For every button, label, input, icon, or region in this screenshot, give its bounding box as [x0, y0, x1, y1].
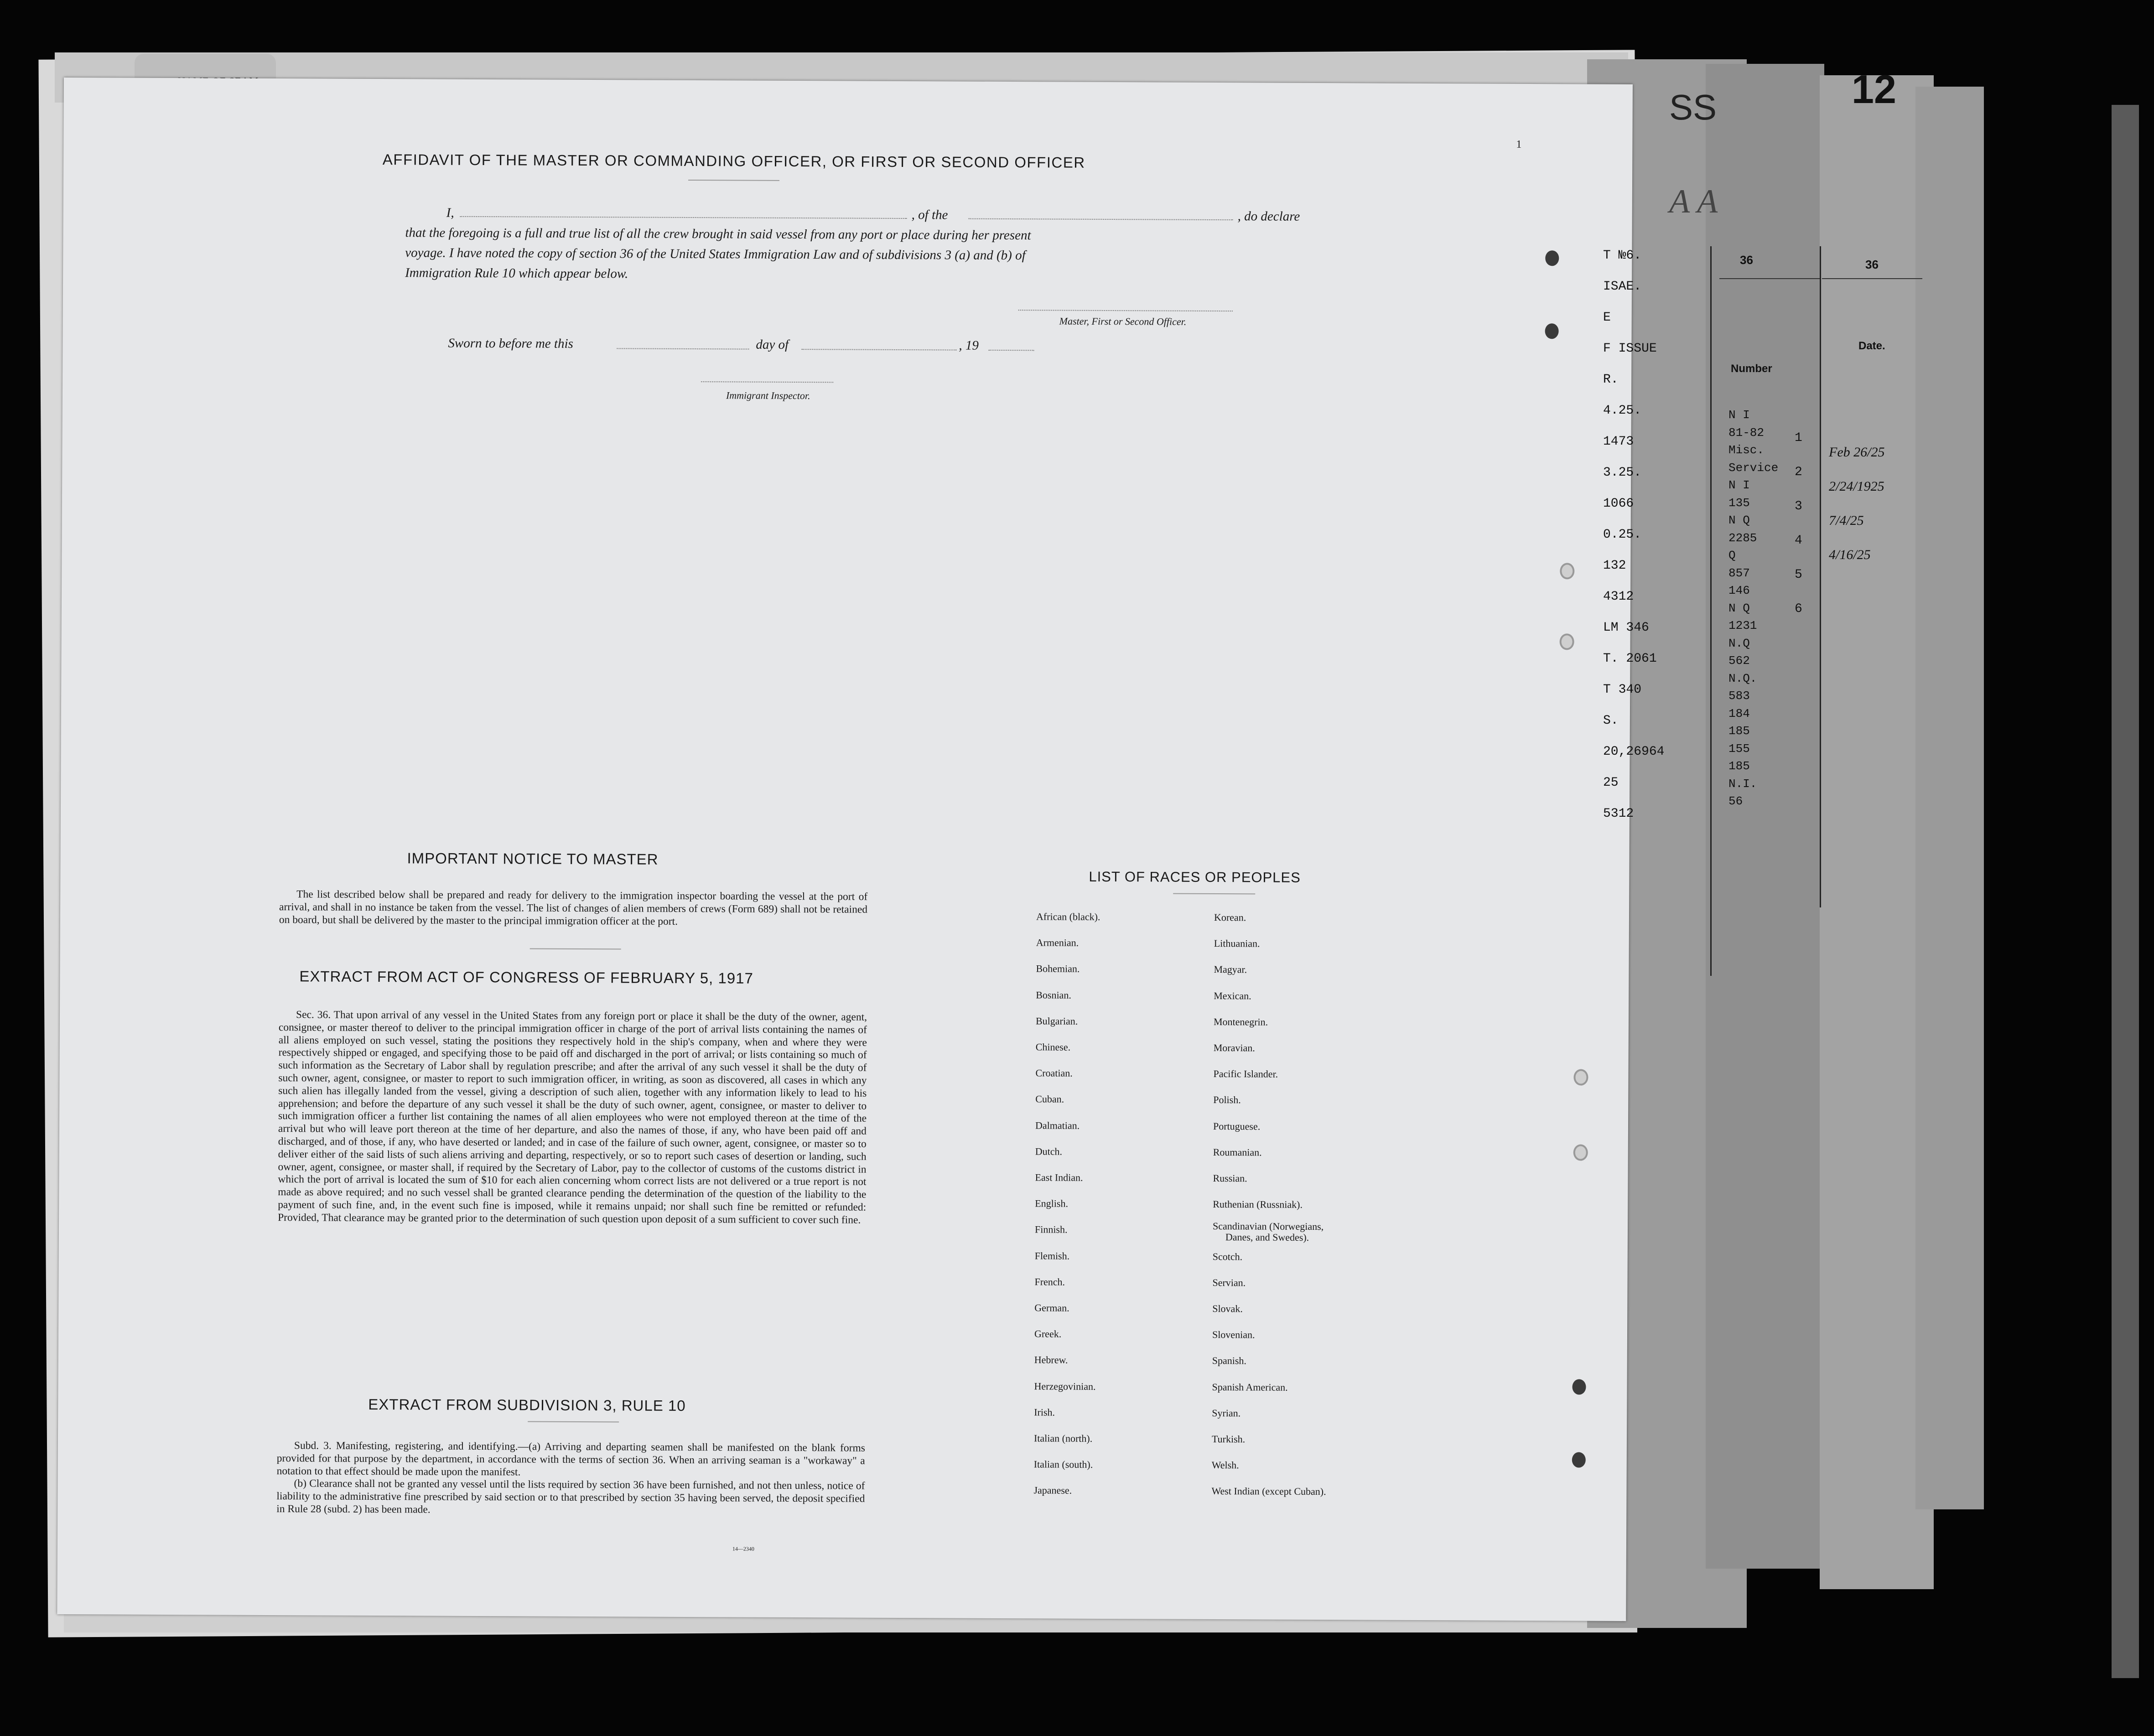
ledger-row-number: 4	[1795, 534, 1802, 548]
day-field[interactable]	[617, 348, 749, 349]
ledger-number-entry: N Q	[1728, 601, 1750, 615]
race-left-item: Dutch.	[1035, 1145, 1063, 1157]
race-right-item: Montenegrin.	[1213, 1016, 1268, 1028]
notice-heading: IMPORTANT NOTICE TO MASTER	[407, 850, 659, 868]
race-left-item: German.	[1034, 1302, 1069, 1314]
race-right-item: Ruthenian (Russniak).	[1213, 1198, 1303, 1211]
ledger-rule	[1822, 278, 1922, 279]
ledger-col-36b: 36	[1865, 258, 1879, 271]
race-left-item: African (black).	[1036, 911, 1100, 922]
race-left-item: English.	[1035, 1197, 1069, 1209]
day-of-text: day of	[756, 337, 789, 352]
ledger-number-entry: 135	[1728, 496, 1750, 510]
ledger-left-entry: T 340	[1603, 683, 1642, 697]
race-left-item: Finnish.	[1034, 1223, 1068, 1236]
ledger-number-entry: 857	[1728, 566, 1750, 580]
ledger-number-entry: N I	[1728, 478, 1750, 492]
race-right-continuation: Danes, and Swedes).	[1225, 1231, 1309, 1244]
rule-text	[276, 1440, 865, 1518]
ledger-left-entry: 1066	[1603, 497, 1634, 511]
ledger-number-entry: N Q	[1728, 513, 1750, 527]
ledger-left-entry: 4.25.	[1603, 404, 1642, 418]
binder-hole	[1545, 323, 1559, 339]
ledger-left-entry: 1473	[1603, 435, 1634, 449]
ledger-left-entry: T. 2061	[1603, 652, 1657, 666]
ledger-left-entry: T №6.	[1603, 249, 1642, 263]
form-page	[57, 78, 1633, 1621]
ledger-sheet-2	[1706, 64, 1824, 1569]
section-rule	[528, 1421, 619, 1422]
race-right-item: Russian.	[1213, 1172, 1247, 1184]
far-right-page-edge	[2112, 105, 2139, 1678]
ledger-left-entry: F ISSUE	[1603, 342, 1657, 356]
ledger-sheet-4	[1915, 87, 1984, 1509]
form-number: 14—2340	[732, 1545, 754, 1552]
race-left-item: Cuban.	[1035, 1093, 1064, 1105]
ledger-left-entry: S.	[1603, 714, 1619, 728]
ledger-number-entry: 1231	[1728, 619, 1757, 632]
race-left-item: French.	[1034, 1276, 1065, 1288]
race-right-item: Polish.	[1213, 1094, 1241, 1106]
race-left-item: Italian (south).	[1033, 1458, 1093, 1471]
affidavit-of-the: , of the	[911, 207, 948, 223]
ledger-number-entry: Service	[1728, 461, 1779, 475]
race-left-item: Flemish.	[1034, 1249, 1070, 1262]
race-left-item: Herzegovinian.	[1034, 1380, 1096, 1392]
section-rule	[530, 948, 621, 949]
ledger-ss: SS	[1669, 87, 1717, 127]
ledger-number-entry: N.Q.	[1728, 671, 1757, 685]
race-left-item: Bohemian.	[1036, 963, 1080, 975]
race-left-item: Armenian.	[1036, 937, 1079, 948]
race-left-item: Bosnian.	[1036, 989, 1071, 1001]
affidavit-line-4: Immigration Rule 10 which appear below.	[405, 265, 628, 281]
affidavit-title: AFFIDAVIT OF THE MASTER OR COMMANDING OFFICER, OR FIRST OR SECOND OFFICER	[382, 151, 1085, 171]
binder-hole	[1545, 250, 1559, 266]
race-left-item: East Indian.	[1035, 1171, 1083, 1183]
race-left-item: Irish.	[1034, 1406, 1055, 1418]
ledger-col-date: Date.	[1858, 340, 1885, 352]
notice-paragraph: The list described below shall be prepared and ready for delivery to the immigration inspector boarding the vessel at the port of arrival, and shall in no instance be taken from the vessel. The list of changes of alien members of crews (Form 689) shall not be retained on board, but shall be delivered by the master to the principal immigration officer at the port.	[279, 888, 868, 928]
act-text	[278, 1009, 867, 1227]
race-right-item: Turkish.	[1211, 1433, 1246, 1445]
ledger-left-entry: 4312	[1603, 590, 1634, 604]
ledger-left-entry: E	[1603, 311, 1611, 325]
ledger-left-entry: LM 346	[1603, 621, 1649, 635]
binder-hole	[1573, 1144, 1588, 1161]
ledger-col-36a: 36	[1740, 253, 1753, 267]
ledger-left-entry: 5312	[1603, 807, 1634, 821]
ledger-row-number: 1	[1795, 431, 1802, 445]
ledger-row-number: 2	[1795, 465, 1802, 479]
ledger-rule	[1710, 246, 1712, 976]
rule-paragraph-a: Subd. 3. Manifesting, registering, and identifying.—(a) Arriving and departing seamen shall be manifested on the blank forms provided for that purpose by the department, in accordance with the terms of section 36. When an arriving seaman is a "workaway" a notation to that effect should be made upon the manifest.	[276, 1440, 865, 1478]
binder-hole	[1572, 1452, 1586, 1467]
races-left-column	[1033, 903, 1100, 1503]
race-right-item: Spanish American.	[1212, 1381, 1288, 1393]
ledger-number-entry: 155	[1728, 741, 1750, 756]
ledger-number-entry: N.I.	[1728, 777, 1757, 791]
ledger-sheet-number: 12	[1852, 67, 1896, 112]
ledger-number-entry: 185	[1728, 724, 1750, 738]
ledger-left-entry: 0.25.	[1603, 528, 1642, 542]
ledger-number-entry: Misc.	[1728, 443, 1765, 457]
ledger-number-entry: 56	[1728, 794, 1743, 808]
race-left-item: Japanese.	[1033, 1484, 1072, 1497]
ledger-left-entry: R.	[1603, 373, 1619, 387]
binder-hole	[1573, 1069, 1588, 1085]
ledger-number-entry: 81-82	[1728, 425, 1765, 440]
year-field[interactable]	[988, 350, 1034, 351]
race-right-item: Scandinavian (Norwegians, Danes, and Swedes).	[1213, 1217, 1327, 1244]
races-right-column	[1211, 904, 1329, 1505]
ledger-rule	[1719, 278, 1820, 279]
ledger-number-entry: 146	[1728, 584, 1750, 597]
ledger-left-entry: ISAE.	[1603, 280, 1642, 294]
name-field[interactable]	[460, 216, 907, 219]
races-rule	[1173, 893, 1255, 895]
ledger-row-number: 5	[1795, 568, 1802, 582]
ledger-number-entry: 184	[1728, 706, 1750, 720]
race-left-item: Croatian.	[1035, 1067, 1073, 1079]
binder-hole	[1572, 1379, 1586, 1394]
ledger-left-entry: 3.25.	[1603, 466, 1642, 480]
ledger-date-entry: 7/4/25	[1829, 513, 1864, 528]
master-signature-label: Master, First or Second Officer.	[1059, 315, 1187, 327]
master-signature-field[interactable]	[1018, 310, 1233, 311]
race-right-item: Mexican.	[1214, 990, 1251, 1001]
race-right-item: West Indian (except Cuban).	[1211, 1485, 1326, 1498]
race-right-item: Korean.	[1214, 912, 1246, 923]
rule-heading: EXTRACT FROM SUBDIVISION 3, RULE 10	[368, 1395, 686, 1414]
inspector-label: Immigrant Inspector.	[726, 389, 810, 402]
race-right-item: Slovak.	[1212, 1303, 1243, 1315]
ledger-row-number: 3	[1795, 499, 1802, 513]
affidavit-do-declare: , do declare	[1237, 209, 1300, 224]
binder-hole	[1560, 633, 1574, 650]
month-field[interactable]	[801, 349, 956, 350]
ledger-rule	[1820, 246, 1821, 907]
race-left-item: Chinese.	[1035, 1041, 1071, 1053]
races-heading: LIST OF RACES OR PEOPLES	[1089, 868, 1301, 886]
inspector-signature-field[interactable]	[701, 381, 833, 383]
ledger-number-entry: 185	[1728, 759, 1750, 773]
race-left-item: Italian (north).	[1033, 1432, 1093, 1444]
act-heading: EXTRACT FROM ACT OF CONGRESS OF FEBRUARY 5, 1917	[299, 968, 753, 987]
vessel-field[interactable]	[969, 218, 1233, 221]
ledger-col-number: Number	[1731, 363, 1772, 375]
title-rule	[688, 180, 779, 181]
ledger-handwriting: A A	[1669, 183, 1718, 220]
ledger-number-entry: N I	[1728, 408, 1750, 422]
race-right-item: Roumanian.	[1213, 1146, 1262, 1158]
race-left-item: Bulgarian.	[1035, 1015, 1078, 1027]
race-left-item: Dalmatian.	[1035, 1119, 1080, 1131]
race-left-item: Hebrew.	[1034, 1354, 1068, 1366]
race-right-item: Welsh.	[1211, 1459, 1239, 1471]
ledger-number-entry: N.Q	[1728, 636, 1750, 650]
race-right-item: Slovenian.	[1212, 1329, 1255, 1341]
notice-text	[279, 888, 867, 929]
race-right-item: Spanish.	[1212, 1355, 1246, 1367]
ledger-number-entry: 562	[1728, 654, 1750, 668]
ledger-number-entry: 583	[1728, 689, 1750, 703]
race-right-item: Magyar.	[1214, 964, 1247, 975]
race-right-item: Syrian.	[1212, 1407, 1241, 1419]
binder-hole	[1560, 563, 1574, 579]
sworn-text: Sworn to before me this	[448, 336, 573, 351]
ledger-date-entry: 2/24/1925	[1829, 479, 1884, 494]
affidavit-line-2: that the foregoing is a full and true list of all the crew brought in said vessel from any port or place during her present	[405, 225, 1031, 243]
ledger-left-entry: 25	[1603, 776, 1619, 790]
ledger-number-entry: Q	[1728, 549, 1736, 562]
page-number: 1	[1516, 138, 1522, 150]
year-text: , 19	[959, 338, 979, 353]
race-right-item: Moravian.	[1213, 1042, 1255, 1054]
race-right-item: Lithuanian.	[1214, 938, 1260, 949]
race-right-item: Pacific Islander.	[1213, 1068, 1278, 1080]
race-right-item: Portuguese.	[1213, 1120, 1261, 1132]
rule-paragraph-b: (b) Clearance shall not be granted any vessel until the lists required by section 36 have been furnished, and not then unless, notice of liability to the administrative fine prescribed by said section or to that prescribed by section 35 having been served, the deposit specified in Rule 28 (subd. 2) has been made.	[276, 1477, 865, 1516]
ledger-left-entry: 20,26964	[1603, 745, 1665, 759]
affidavit-line-3: voyage. I have noted the copy of section 36 of the United States Immigration Law and of subdivisions 3 (a) and (b) of	[405, 245, 1026, 263]
race-right-item: Servian.	[1212, 1276, 1246, 1289]
race-right-item: Scotch.	[1212, 1250, 1243, 1262]
race-left-item: Greek.	[1034, 1328, 1062, 1340]
affidavit-i: I,	[446, 205, 454, 220]
act-paragraph: Sec. 36. That upon arrival of any vessel in the United States from any foreign port or place it shall be the duty of the owner, agent, consignee, or master thereof to deliver to the principal immigration officer in charge of the port of arrival lists containing the names of all aliens employed on such vessel, stating the positions they respectively hold in the ship's company, when and where they were respectively shipped or engaged, and specifying those to be paid off and discharged in the port of arrival; or lists containing so much of such information as the Secretary of Labor shall by regulation prescribe; and after the arrival of any such vessel it shall be the duty of such owner, agent, consignee, or master to report to such immigration officer, in writing, as soon as discovered, all cases in which any such alien has illegally landed from the vessel, giving a description of such alien, together with any information likely to lead to his apprehension; and before the departure of any such vessel it shall be the duty of such owner, agent, consignee, or master to deliver to such immigration officer a further list containing the names of all alien employees who were not employed thereon at the time of the arrival but who will leave port thereon at the time of her departure, and also the names of those, if any, who have been paid off and discharged, and of those, if any, who have deserted or landed; and in case of the failure of such owner, agent, consignee, or master so to deliver either of the said lists of such aliens arriving and departing, respectively, or so to report such cases of desertion or landing, such owner, agent, consignee, or master shall, if required by the Secretary of Labor, pay to the collector of customs of the customs district in which the port of arrival is located the sum of $10 for each alien concerning whom correct lists are not delivered or a true report is not made as above required; and no such vessel shall be granted clearance pending the determination of the question of the liability to the payment of such fine, and, in the event such fine is imposed, while it remains unpaid; nor shall such fine be remitted or refunded: Provided, That clearance may be granted prior to the determination of such question upon deposit of a sum sufficient to cover such fine.	[278, 1009, 867, 1226]
ledger-date-entry: 4/16/25	[1829, 547, 1871, 562]
ledger-number-entry: 2285	[1728, 531, 1757, 545]
ledger-row-number: 6	[1795, 602, 1802, 616]
ledger-left-entry: 132	[1603, 559, 1626, 573]
ledger-date-entry: Feb 26/25	[1829, 445, 1885, 460]
